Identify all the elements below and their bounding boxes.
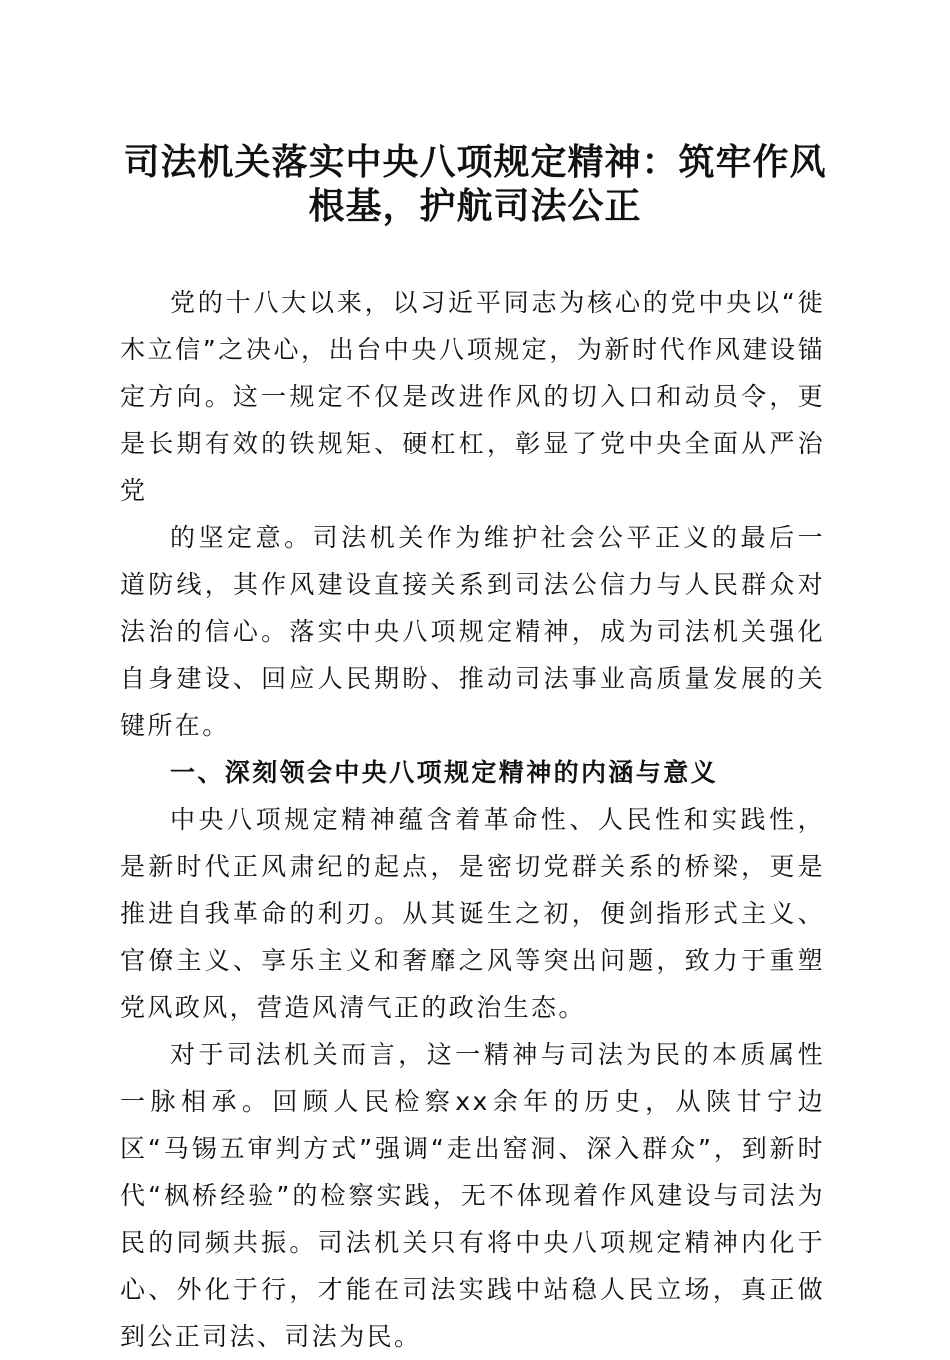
section-paragraph-2: 对于司法机关而言，这一精神与司法为民的本质属性一脉相承。回顾人民检察xx余年的历史，从陕甘宁边区“马锡五审判方式”强调“走出窑洞、深入群众”，到新时代“枫桥经验”的检察实践，无不体现着作风建设与司法为民的同频共振。司法机关只有将中央八项规定精神内化于心、外化于行，才能在司法实践中站稳人民立场，真正做到公正司法、司法为民。 xyxy=(120,1040,825,1351)
section-heading: 一、深刻领会中央八项规定精神的内涵与意义 xyxy=(170,758,719,787)
document-title: 司法机关落实中央八项规定精神：筑牢作风根基，护航司法公正 xyxy=(123,141,827,227)
document-body xyxy=(120,279,825,1360)
paragraph-1: 党的十八大以来，以习近平同志为核心的党中央以“徙木立信”之决心，出台中央八项规定，为新时代作风建设锚定方向。这一规定不仅是改进作风的切入口和动员令，更是长期有效的铁规矩、硬杠杠，彰显了党中央全面从严治党 xyxy=(120,288,825,505)
paragraph-2: 的坚定意。司法机关作为维护社会公平正义的最后一道防线，其作风建设直接关系到司法公信力与人民群众对法治的信心。落实中央八项规定精神，成为司法机关强化自身建设、回应人民期盼、推动司法事业高质量发展的关键所在。 xyxy=(120,523,825,740)
section-paragraph-1: 中央八项规定精神蕴含着革命性、人民性和实践性，是新时代正风肃纪的起点，是密切党群关系的桥梁，更是推进自我革命的利刃。从其诞生之初，便剑指形式主义、官僚主义、享乐主义和奢靡之风等突出问题，致力于重塑党风政风，营造风清气正的政治生态。 xyxy=(120,805,825,1022)
